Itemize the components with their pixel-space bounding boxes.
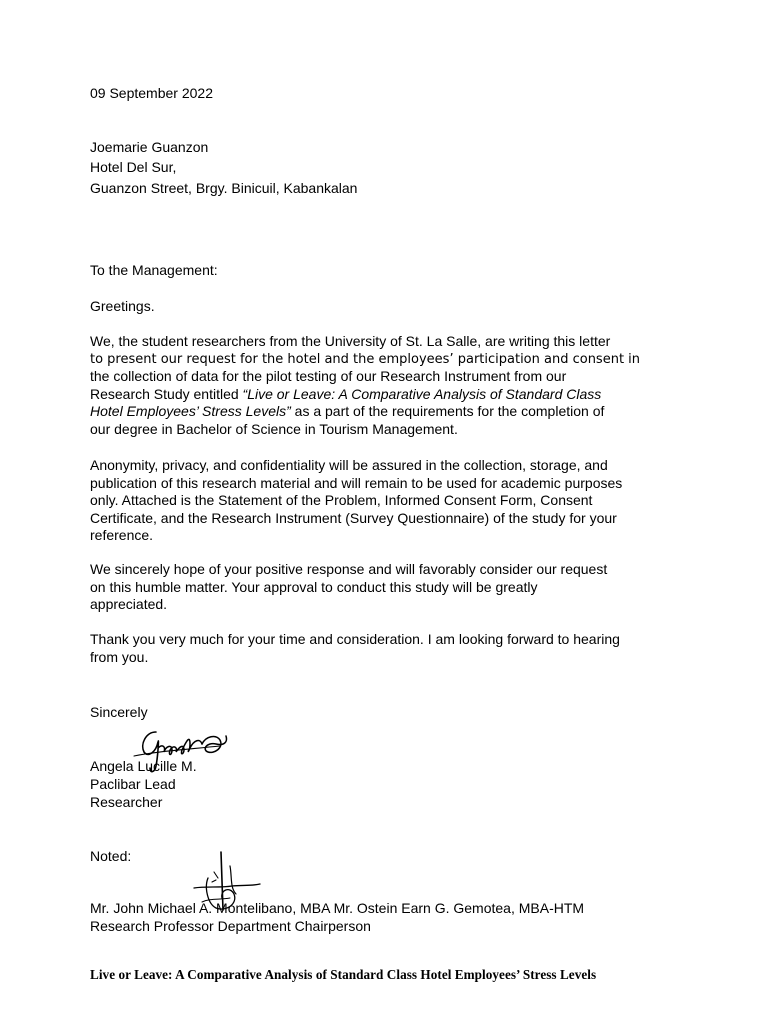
- paragraph-line: only. Attached is the Statement of the Problem, Informed Consent Form, Consent: [90, 492, 593, 509]
- paragraph-line: Anonymity, privacy, and confidentiality will be assured in the collection, storage, and: [90, 457, 608, 473]
- recipient-name: Joemarie Guanzon: [90, 139, 209, 155]
- footer-study-title: Live or Leave: A Comparative Analysis of Standard Class Hotel Employees’ Stress Levels: [90, 967, 597, 983]
- paragraph-line: our degree in Bachelor of Science in Tourism Management.: [90, 420, 458, 437]
- paragraph-line: from you.: [90, 648, 149, 665]
- noted-label: Noted:: [90, 848, 132, 864]
- paragraph-line: [90, 386, 680, 404]
- paragraph-line: the collection of data for the pilot testing of our Research Instrument from our: [90, 368, 567, 385]
- recipient-address: Guanzon Street, Brgy. Binicuil, Kabankalan: [90, 180, 358, 196]
- noted-names: Mr. John Michael A. Montelibano, MBA Mr. Ostein Earn G. Gemotea, MBA-HTM: [90, 900, 585, 916]
- paragraph-line: We, the student researchers from the University of St. La Salle, are writing this letter: [90, 333, 611, 349]
- text-run: as a part of the requirements for the completion of: [290, 403, 605, 420]
- text-run: Research Study entitled: [90, 385, 243, 402]
- paragraph-line: Certificate, and the Research Instrument (Survey Questionnaire) of the study for your: [90, 509, 617, 526]
- paragraph-line: on this humble matter. Your approval to conduct this study will be greatly: [90, 578, 538, 595]
- paragraph-line: reference.: [90, 527, 154, 544]
- study-title-italic: Hotel Employees’ Stress Levels”: [90, 403, 291, 420]
- signer-line-3: Researcher: [90, 794, 163, 810]
- paragraph-line: publication of this research material and will remain to be used for academic purposes: [90, 474, 623, 491]
- paragraph-confidentiality: [90, 457, 680, 545]
- signer-line-1: Angela Lucille M.: [90, 758, 197, 774]
- paragraph-hope: [90, 561, 680, 614]
- paragraph-line: appreciated.: [90, 596, 168, 613]
- signer-line-2: Paclibar Lead: [90, 776, 176, 792]
- study-title-italic: “Live or Leave: A Comparative Analysis of Standard Class: [242, 385, 602, 402]
- greeting: Greetings.: [90, 298, 155, 314]
- noted-titles: Research Professor Department Chairperson: [90, 918, 371, 934]
- paragraph-thanks: [90, 631, 680, 666]
- recipient-hotel: Hotel Del Sur,: [90, 159, 177, 175]
- letter-date: 09 September 2022: [90, 85, 213, 101]
- paragraph-line: We sincerely hope of your positive response and will favorably consider our request: [90, 561, 608, 577]
- paragraph-line: [90, 403, 680, 421]
- closing: Sincerely: [90, 704, 148, 720]
- paragraph-line: to present our request for the hotel and the employees’ participation and consent in: [90, 351, 641, 367]
- paragraph-request: [90, 333, 680, 439]
- paragraph-line: Thank you very much for your time and consideration. I am looking forward to hearing: [90, 631, 620, 647]
- salutation: To the Management:: [90, 262, 218, 278]
